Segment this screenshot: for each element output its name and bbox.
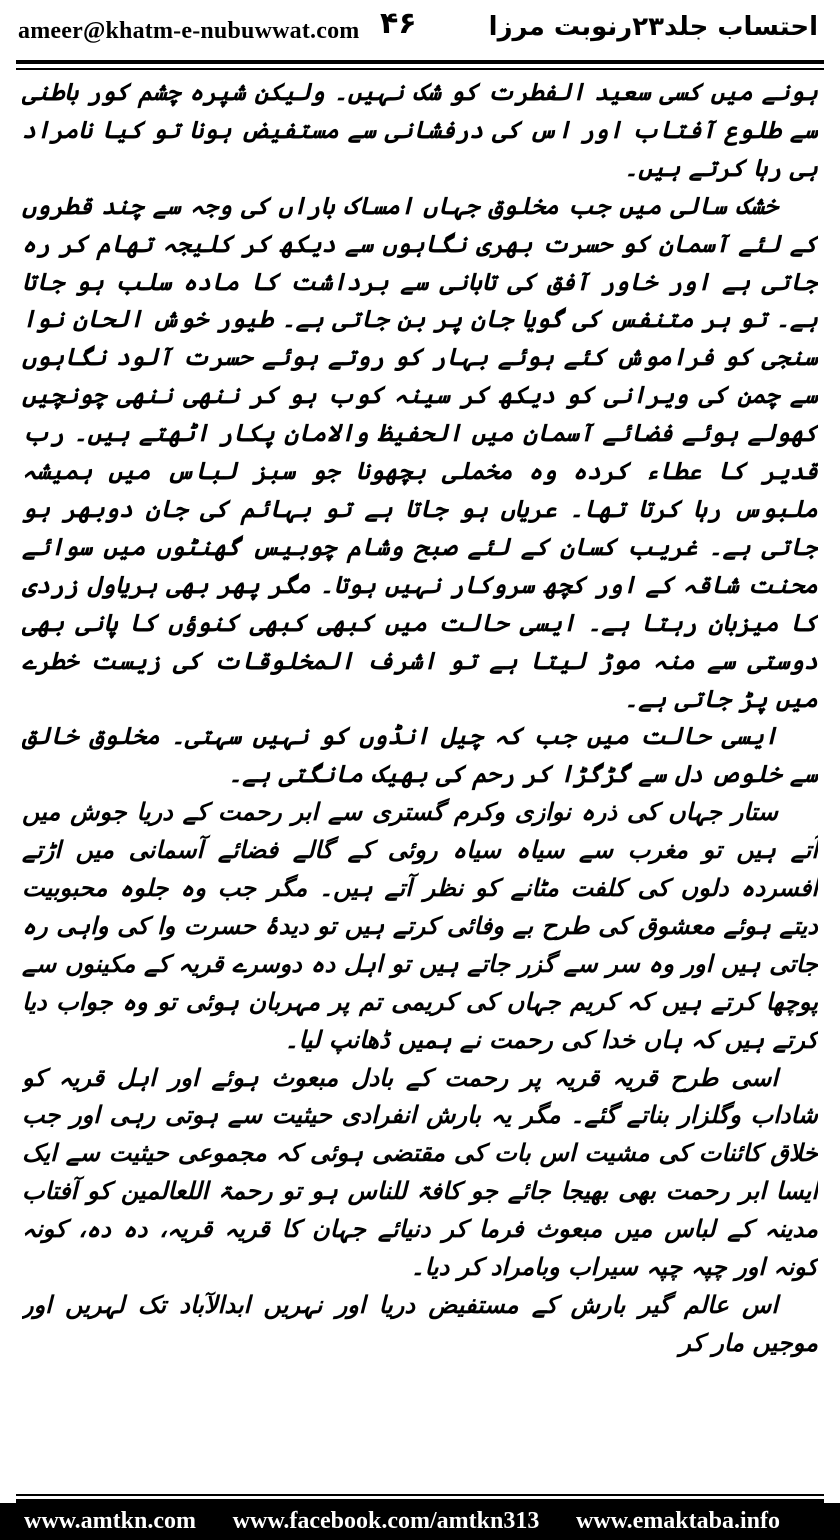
footer-link-amtkn[interactable]: www.amtkn.com — [24, 1508, 196, 1534]
paragraph-2: خشک سالی میں جب مخلوق جہاں امساک باراں کی وجہ سے چند قطروں کے لئے آسمان کو حسرت بھری نگاہوں سے دیکھ کر کلیجہ تھام کر رہ جاتی ہے اور خاور آفق کی تابانی سے برداشت کا مادہ سلب ہو جاتا ہے۔ تو ہر متنفس کی گویا جان پر بن جاتی ہے۔ طیور خوش الحان نوا سنجی کو فراموش کئے ہوئے بہار کو روتے ہوئے حسرت آلود نگاہوں سے چمن کی ویرانی کو دیکھ کر سینہ کوب ہو کر ننھی ننھی چونچیں کھولے ہوئے فضائے آسمان میں الحفیظ والامان پکار اٹھتے ہیں۔ رب قدیر کا عطاء کردہ وہ مخملی بچھونا جو سبز لباس میں ہمیشہ ملبوس رہا کرتا تھا۔ عریاں ہو جاتا ہے تو بہائم کی جان دوبھر ہو جاتی ہے۔ غریب کسان کے لئے صبح وشام چوبیس گھنٹوں میں سوائے محنت شاقہ کے اور کچھ سروکار نہیں ہوتا۔ مگر پھر بھی ہریاول زردی کا میزبان رہتا ہے۔ ایسی حالت میں کبھی کبھی کنوؤں کا پانی بھی دوستی سے منہ موڑ لیتا ہے تو اشرف المخلوقات کی زیست خطرے میں پڑ جاتی ہے۔ — [22, 191, 818, 713]
paragraph-4: ستار جہاں کی ذرہ نوازی وکرم گستری سے ابر رحمت کے دریا جوش میں آتے ہیں تو مغرب سے سیاہ سیاہ روئی کے گالے فضائے آسمانی میں اڑتے افسردہ دلوں کی کلفت مٹانے کو نظر آتے ہیں۔ مگر جب وہ جلوہ محبوبیت دیتے ہوئے معشوق کی طرح بے وفائی کرتے ہیں تو دیدۂ حسرت وا کی واہی رہ جاتی ہیں اور وہ سر سے گزر جاتے ہیں تو اہل دہ دوسرے قریہ کے مکینوں سے پوچھا کرتے ہیں کہ کریم جہاں کی کریمی تم پر مہربان ہوئی تو وہ جواب دیا کرتے ہیں کہ ہاں خدا کی رحمت نے ہمیں ڈھانپ لیا۔ — [22, 798, 818, 1054]
paragraph-3: ایسی حالت میں جب کہ چیل انڈوں کو نہیں سہتی۔ مخلوق خالق سے خلوص دل سے گڑگڑا کر رحم کی بھیک مانگتی ہے۔ — [22, 722, 818, 789]
footer-rule-thin — [16, 1494, 824, 1496]
paragraph-5: اسی طرح قریہ قریہ پر رحمت کے بادل مبعوث ہوئے اور اہل قریہ کو شاداب وگلزار بناتے گئے۔ مگر یہ بارش انفرادی حیثیت سے ہوتی رہی اور جب خلاق کائنات کی مشیت اس بات کی مقتضی ہوئی کہ مجموعی حیثیت سے ایک ایسا ابر رحمت بھی بھیجا جائے جو کافۃ للناس ہو تو رحمۃ اللعالمین کو آفتاب مدینہ کے لباس میں مبعوث فرما کر دنیائے جہان کا قریہ قریہ، دہ دہ، کونہ کونہ اور چپہ چپہ سیراب وبامراد کر دیا۔ — [22, 1063, 818, 1282]
page-number: ۴۶ — [380, 6, 417, 41]
paragraph-1: ہونے میں کسی سعید الفطرت کو شک نہیں۔ ولیکن شپرہ چشم کور باطنی سے طلوع آفتاب اور اس کی درفشانی سے مستفیض ہونا تو کیا نامراد ہی رہا کرتے ہیں۔ — [22, 78, 818, 182]
page-footer — [0, 1503, 840, 1540]
paragraph-6: اس عالم گیر بارش کے مستفیض دریا اور نہریں ابدالآباد تک لہریں اور موجیں مار کر — [22, 1291, 818, 1357]
header-rule-thick — [16, 60, 824, 64]
footer-link-facebook[interactable]: www.facebook.com/amtkn313 — [232, 1508, 540, 1534]
page-header — [0, 0, 840, 60]
footer-link-emaktaba[interactable]: www.emaktaba.info — [575, 1508, 780, 1534]
header-rule-thin — [16, 68, 824, 70]
header-email: ameer@khatm-e-nubuwwat.com — [18, 18, 360, 44]
book-title: احتساب جلد۲۳رنوبت مرزا — [488, 12, 818, 42]
page-body — [22, 74, 818, 1484]
